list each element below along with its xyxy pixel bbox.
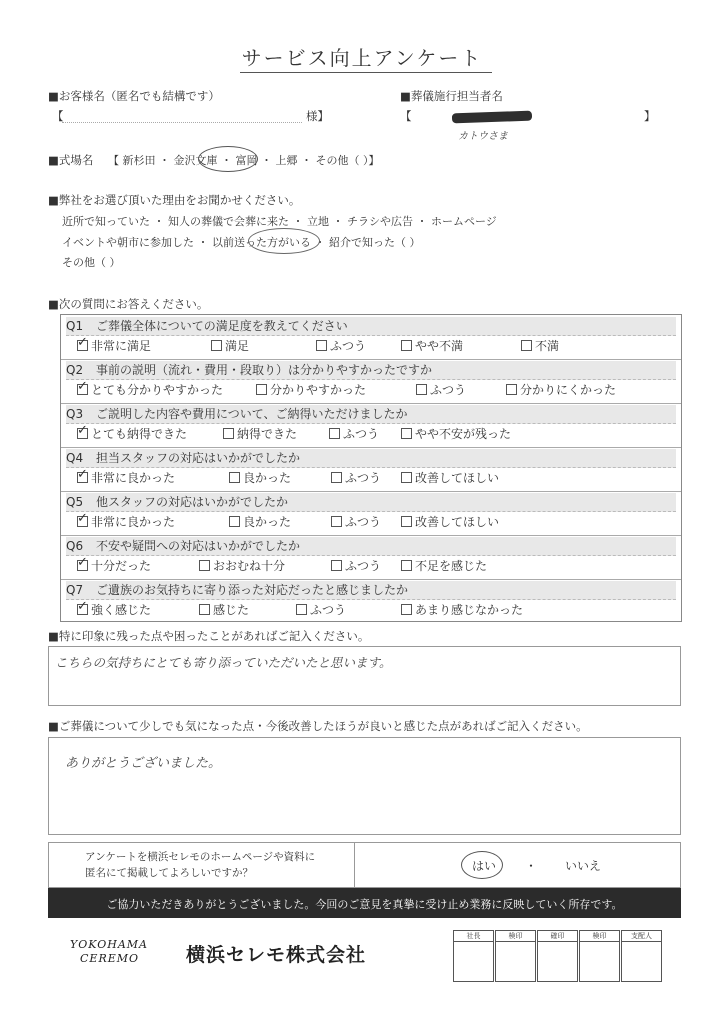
checkbox[interactable] bbox=[77, 560, 88, 571]
question-row-1 bbox=[61, 315, 681, 360]
question-title bbox=[66, 581, 676, 600]
checkbox[interactable] bbox=[329, 428, 340, 439]
question-title bbox=[66, 449, 676, 468]
redacted-mark bbox=[452, 111, 532, 124]
reason-line-2[interactable]: イベントや朝市に参加した ・ 以前送った方がいる ・ 紹介で知った（ ） bbox=[62, 236, 421, 249]
publish-yes-circle bbox=[461, 851, 503, 879]
approval-stamps bbox=[453, 930, 673, 982]
option-label: おおむね十分 bbox=[213, 559, 286, 573]
questions-box bbox=[60, 314, 682, 622]
question-text: ご遺族のお気持ちに寄り添った対応だったと感じましたか bbox=[96, 583, 409, 597]
checkbox[interactable] bbox=[77, 428, 88, 439]
publish-yes[interactable]: はい bbox=[472, 859, 497, 873]
stamp-cell bbox=[579, 930, 620, 982]
option-label: ふつう bbox=[345, 559, 382, 573]
checkbox[interactable] bbox=[77, 340, 88, 351]
option-label: 分かりやすかった bbox=[270, 383, 367, 397]
checkbox[interactable] bbox=[77, 472, 88, 483]
impression-box[interactable] bbox=[48, 646, 681, 706]
option-label: 納得できた bbox=[237, 427, 298, 441]
question-text: 担当スタッフの対応はいかがでしたか bbox=[96, 451, 301, 465]
question-row-2 bbox=[61, 359, 681, 404]
option-2[interactable] bbox=[223, 425, 297, 442]
option-4[interactable] bbox=[401, 601, 523, 618]
option-label: 非常に良かった bbox=[91, 471, 176, 485]
option-4[interactable] bbox=[506, 381, 616, 398]
publish-separator: ・ bbox=[525, 859, 538, 873]
stamp-label: 検印 bbox=[580, 931, 619, 942]
option-1[interactable] bbox=[77, 557, 151, 574]
option-4[interactable] bbox=[401, 469, 499, 486]
question-title bbox=[66, 537, 676, 556]
option-2[interactable] bbox=[199, 601, 249, 618]
option-1[interactable] bbox=[77, 337, 151, 354]
title-underline bbox=[240, 72, 492, 73]
option-label: 非常に満足 bbox=[91, 339, 152, 353]
question-title bbox=[66, 405, 676, 424]
option-1[interactable] bbox=[77, 513, 175, 530]
question-row-6 bbox=[61, 535, 681, 580]
stamp-label: 社長 bbox=[454, 931, 493, 942]
staff-name-handwritten: カトウさま bbox=[458, 131, 508, 142]
stamp-cell bbox=[453, 930, 494, 982]
checkbox[interactable] bbox=[199, 560, 210, 571]
customer-suffix: 様】 bbox=[306, 109, 329, 123]
checkbox[interactable] bbox=[256, 384, 267, 395]
staff-bracket-close: 】 bbox=[644, 109, 656, 123]
option-3[interactable] bbox=[296, 601, 346, 618]
option-label: 良かった bbox=[243, 471, 292, 485]
option-2[interactable] bbox=[199, 557, 285, 574]
publish-question-1: アンケートを横浜セレモのホームページや資料に bbox=[85, 851, 316, 863]
checkbox[interactable] bbox=[401, 428, 412, 439]
impression-handwritten: こちらの気持ちにとても寄り添っていただいたと思います。 bbox=[55, 655, 392, 670]
option-2[interactable] bbox=[211, 337, 249, 354]
question-text: 他スタッフの対応はいかがでしたか bbox=[96, 495, 289, 509]
question-row-7 bbox=[61, 579, 681, 623]
question-number: Q3 bbox=[66, 407, 84, 421]
option-label: 改善してほしい bbox=[415, 515, 500, 529]
option-4[interactable] bbox=[401, 557, 487, 574]
checkbox[interactable] bbox=[229, 472, 240, 483]
option-1[interactable] bbox=[77, 381, 223, 398]
question-number: Q5 bbox=[66, 495, 84, 509]
stamp-cell bbox=[495, 930, 536, 982]
improvement-handwritten: ありがとうございました。 bbox=[65, 756, 222, 771]
option-3[interactable] bbox=[331, 557, 381, 574]
question-title bbox=[66, 493, 676, 512]
option-3[interactable] bbox=[329, 425, 379, 442]
question-title bbox=[66, 361, 676, 380]
stamp-label: 支配人 bbox=[622, 931, 661, 942]
stamp-cell bbox=[621, 930, 662, 982]
checkbox[interactable] bbox=[331, 472, 342, 483]
question-title bbox=[66, 317, 676, 336]
option-label: 強く感じた bbox=[91, 603, 152, 617]
stamp-label: 確印 bbox=[538, 931, 577, 942]
logo-line-2: CEREMO bbox=[80, 952, 140, 965]
question-row-4 bbox=[61, 447, 681, 492]
checkbox[interactable] bbox=[77, 604, 88, 615]
publish-divider bbox=[354, 843, 355, 887]
option-label: あまり感じなかった bbox=[415, 603, 524, 617]
question-text: 不安や疑問への対応はいかがでしたか bbox=[96, 539, 301, 553]
company-name: 横浜セレモ株式会社 bbox=[186, 944, 367, 966]
venue-label: ■式場名 bbox=[48, 153, 94, 167]
checkbox[interactable] bbox=[401, 516, 412, 527]
reason-line-1[interactable]: 近所で知っていた ・ 知人の葬儀で会葬に来た ・ 立地 ・ チラシや広告 ・ ホームページ bbox=[62, 215, 497, 228]
checkbox[interactable] bbox=[401, 604, 412, 615]
option-label: 不満 bbox=[535, 339, 560, 353]
checkbox[interactable] bbox=[521, 340, 532, 351]
option-5[interactable] bbox=[521, 337, 559, 354]
checkbox[interactable] bbox=[199, 604, 210, 615]
checkbox[interactable] bbox=[229, 516, 240, 527]
option-label: とても納得できた bbox=[91, 427, 188, 441]
option-4[interactable] bbox=[401, 513, 499, 530]
question-text: 事前の説明（流れ・費用・段取り）は分かりやすかったですか bbox=[96, 363, 433, 377]
checkbox[interactable] bbox=[331, 516, 342, 527]
checkbox[interactable] bbox=[77, 516, 88, 527]
thanks-banner-text: ご協力いただきありがとうございました。今回のご意見を真摯に受け止め業務に反映していく所存です。 bbox=[106, 898, 623, 911]
question-number: Q4 bbox=[66, 451, 84, 465]
customer-name-field[interactable] bbox=[62, 122, 302, 123]
option-2[interactable] bbox=[256, 381, 366, 398]
reason-selected-circle bbox=[248, 228, 320, 254]
option-label: 改善してほしい bbox=[415, 471, 500, 485]
reason-line-3[interactable]: その他（ ） bbox=[62, 256, 121, 269]
checkbox[interactable] bbox=[401, 560, 412, 571]
thanks-banner bbox=[48, 888, 681, 918]
staff-name-label: ■葬儀施行担当者名 bbox=[400, 89, 503, 103]
option-2[interactable] bbox=[229, 469, 291, 486]
page-title: サービス向上アンケート bbox=[241, 46, 483, 70]
question-row-3 bbox=[61, 403, 681, 448]
venue-selected-circle bbox=[198, 146, 258, 172]
stamp-label: 検印 bbox=[496, 931, 535, 942]
option-label: やや不満 bbox=[415, 339, 464, 353]
checkbox[interactable] bbox=[401, 472, 412, 483]
option-label: 良かった bbox=[243, 515, 292, 529]
option-label: 分かりにくかった bbox=[520, 383, 617, 397]
question-text: ご葬儀全体についての満足度を教えてください bbox=[96, 319, 348, 333]
customer-name-label: ■お客様名（匿名でも結構です） bbox=[48, 89, 220, 103]
question-number: Q1 bbox=[66, 319, 84, 333]
question-number: Q7 bbox=[66, 583, 84, 597]
checkbox[interactable] bbox=[77, 384, 88, 395]
question-text: ご説明した内容や費用について、ご納得いただけましたか bbox=[96, 407, 408, 421]
option-4[interactable] bbox=[401, 425, 511, 442]
checkbox[interactable] bbox=[296, 604, 307, 615]
company-logo bbox=[70, 938, 174, 970]
improvement-box[interactable] bbox=[48, 737, 681, 835]
option-label: 非常に良かった bbox=[91, 515, 176, 529]
option-label: ふつう bbox=[343, 427, 380, 441]
option-3[interactable] bbox=[416, 381, 466, 398]
option-3[interactable] bbox=[331, 513, 381, 530]
question-number: Q2 bbox=[66, 363, 84, 377]
option-label: 不足を感じた bbox=[415, 559, 488, 573]
checkbox[interactable] bbox=[211, 340, 222, 351]
checkbox[interactable] bbox=[416, 384, 427, 395]
question-number: Q6 bbox=[66, 539, 84, 553]
checkbox[interactable] bbox=[401, 340, 412, 351]
customer-bracket-open: 【 bbox=[52, 109, 64, 123]
option-1[interactable] bbox=[77, 425, 187, 442]
staff-bracket-open: 【 bbox=[400, 109, 412, 123]
option-4[interactable] bbox=[401, 337, 463, 354]
option-label: ふつう bbox=[345, 515, 382, 529]
reason-label: ■弊社をお選び頂いた理由をお聞かせください。 bbox=[48, 193, 301, 207]
option-label: ふつう bbox=[310, 603, 347, 617]
questions-label: ■次の質問にお答えください。 bbox=[48, 297, 209, 311]
option-1[interactable] bbox=[77, 601, 151, 618]
option-3[interactable] bbox=[331, 469, 381, 486]
option-3[interactable] bbox=[316, 337, 366, 354]
option-label: ふつう bbox=[430, 383, 467, 397]
checkbox[interactable] bbox=[331, 560, 342, 571]
publish-question-2: 匿名にて掲載してよろしいですか？ bbox=[85, 867, 253, 879]
option-1[interactable] bbox=[77, 469, 175, 486]
option-label: 感じた bbox=[213, 603, 250, 617]
publish-box bbox=[48, 842, 681, 888]
publish-no[interactable]: いいえ bbox=[565, 859, 602, 873]
question-row-5 bbox=[61, 491, 681, 536]
impression-label: ■特に印象に残った点や困ったことがあればご記入ください。 bbox=[48, 629, 370, 643]
option-label: 満足 bbox=[225, 339, 250, 353]
option-label: 十分だった bbox=[91, 559, 152, 573]
option-label: やや不安が残った bbox=[415, 427, 512, 441]
option-label: ふつう bbox=[330, 339, 367, 353]
checkbox[interactable] bbox=[316, 340, 327, 351]
option-2[interactable] bbox=[229, 513, 291, 530]
checkbox[interactable] bbox=[223, 428, 234, 439]
checkbox[interactable] bbox=[506, 384, 517, 395]
logo-line-1: YOKOHAMA bbox=[70, 938, 148, 951]
improvement-label: ■ご葬儀について少しでも気になった点・今後改善したほうが良いと感じた点があればご記入ください。 bbox=[48, 719, 588, 733]
option-label: ふつう bbox=[345, 471, 382, 485]
option-label: とても分かりやすかった bbox=[91, 383, 224, 397]
stamp-cell bbox=[537, 930, 578, 982]
venue-options[interactable]: 【 新杉田 ・ 金沢文庫 ・ 富岡 ・ 上郷 ・ その他（ ）】 bbox=[108, 154, 380, 167]
